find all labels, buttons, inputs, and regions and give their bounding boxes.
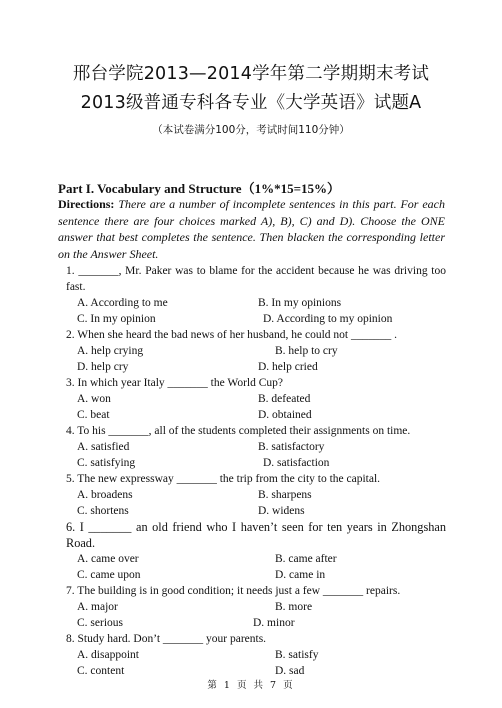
option-row xyxy=(66,599,446,615)
option-row xyxy=(66,295,446,311)
option-c: C. satisfying xyxy=(77,457,136,469)
option-d: D. According to my opinion xyxy=(263,313,393,325)
option-b: B. In my opinions xyxy=(258,297,342,309)
option-row xyxy=(66,359,446,375)
directions-text: There are a number of incomplete sentences in this part. For each sentence there are four choices marked A), B), C) and D). Choose the ONE answer that best completes the sentence. Then blacken the corresponding letter on the Answer Sheet. xyxy=(58,197,445,261)
option-a: A. help crying xyxy=(77,345,144,357)
option-c: C. In my opinion xyxy=(77,313,156,325)
option-row xyxy=(66,567,446,583)
option-row xyxy=(66,439,446,455)
option-c: C. content xyxy=(77,665,125,677)
option-d: D. sad xyxy=(275,665,305,677)
option-a: A. came over xyxy=(77,553,139,565)
question-stem: 6. I _______ an old friend who I haven’t seen for ten years in Zhongshan Road. xyxy=(66,520,446,550)
option-row xyxy=(66,343,446,359)
option-row xyxy=(66,503,446,519)
question-item xyxy=(66,519,446,583)
option-c: C. serious xyxy=(77,617,123,629)
option-row xyxy=(66,407,446,423)
exam-note: （本试卷满分100分，考试时间110分钟） xyxy=(152,124,350,136)
question-item xyxy=(66,375,446,423)
option-d: D. obtained xyxy=(258,409,312,421)
option-b: B. help to cry xyxy=(275,345,338,357)
option-row xyxy=(66,311,446,327)
option-d: D. help cried xyxy=(258,361,318,373)
question-item xyxy=(66,423,446,471)
option-c: D. help cry xyxy=(77,361,129,373)
option-b: B. satisfactory xyxy=(258,441,325,453)
option-row xyxy=(66,455,446,471)
option-d: D. minor xyxy=(253,617,295,629)
option-row xyxy=(66,615,446,631)
question-stem: 7. The building is in good condition; it needs just a few _______ repairs. xyxy=(66,585,401,597)
option-c: C. shortens xyxy=(77,505,129,517)
question-item xyxy=(66,583,446,631)
question-item xyxy=(66,471,446,519)
question-stem: 8. Study hard. Don’t _______ your parents. xyxy=(66,633,267,645)
question-stem: 2. When she heard the bad news of her husband, he could not _______ . xyxy=(66,329,397,341)
option-b: B. defeated xyxy=(258,393,311,405)
question-item xyxy=(66,327,446,375)
option-c: C. came upon xyxy=(77,569,141,581)
question-item xyxy=(66,263,446,327)
option-b: B. satisfy xyxy=(275,649,319,661)
directions-label: Directions: xyxy=(58,197,115,211)
option-b: B. sharpens xyxy=(258,489,312,501)
option-row xyxy=(66,487,446,503)
option-d: D. satisfaction xyxy=(263,457,330,469)
option-a: A. According to me xyxy=(77,297,168,309)
option-a: A. won xyxy=(77,393,111,405)
option-d: D. came in xyxy=(275,569,326,581)
option-b: B. more xyxy=(275,601,313,613)
directions-paragraph xyxy=(58,196,445,262)
question-item xyxy=(66,631,446,679)
option-c: C. beat xyxy=(77,409,110,421)
option-row xyxy=(66,551,446,567)
question-list xyxy=(66,263,446,679)
option-row xyxy=(66,391,446,407)
page-footer: 第 1 页 共 7 页 xyxy=(207,680,295,691)
exam-title-line-1: 邢台学院2013—2014学年第二学期期末考试 xyxy=(72,64,430,84)
question-stem: 5. The new expressway _______ the trip from the city to the capital. xyxy=(66,473,381,485)
question-stem: 3. In which year Italy _______ the World Cup? xyxy=(66,377,283,389)
option-a: A. satisfied xyxy=(77,441,130,453)
option-a: A. major xyxy=(77,601,118,613)
question-stem: 1. _______, Mr. Paker was to blame for the accident because he was driving too fast. xyxy=(66,265,446,293)
option-a: A. disappoint xyxy=(77,649,139,661)
part-heading: Part I. Vocabulary and Structure（1%*15=15%） xyxy=(58,181,340,196)
question-stem: 4. To his _______, all of the students completed their assignments on time. xyxy=(66,425,411,437)
option-row xyxy=(66,647,446,663)
option-a: A. broadens xyxy=(77,489,133,501)
exam-title-line-2: 2013级普通专科各专业《大学英语》试题A xyxy=(80,93,422,113)
option-d: D. widens xyxy=(258,505,305,517)
option-b: B. came after xyxy=(275,553,337,565)
